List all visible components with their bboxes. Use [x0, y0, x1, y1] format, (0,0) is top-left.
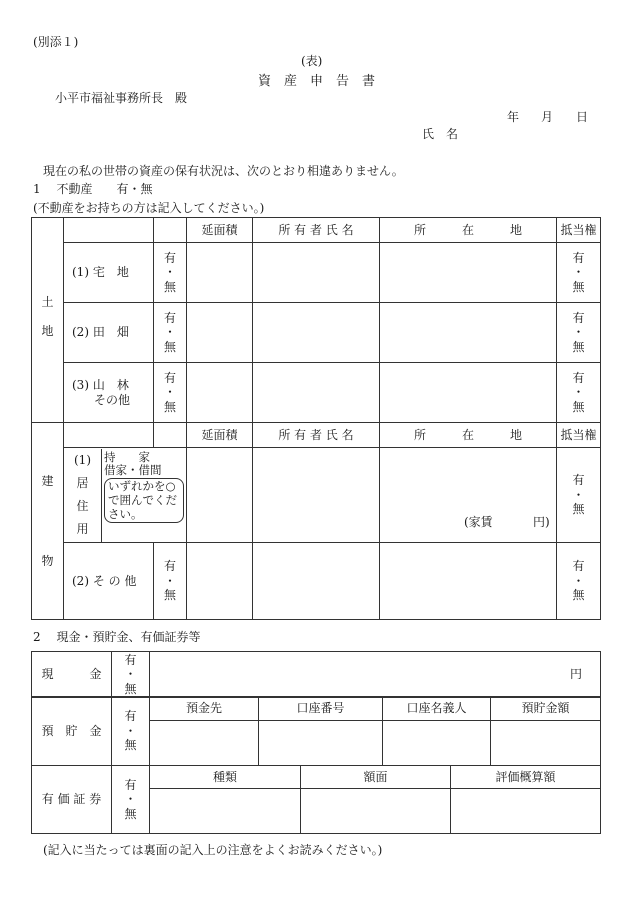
- own-house-option[interactable]: 持 家: [104, 449, 150, 464]
- col-floor-area: 延面積: [187, 423, 253, 448]
- land-char-2: 地: [41, 324, 54, 338]
- savings-label: 預 貯 金: [32, 697, 112, 766]
- section2-heading: 2 現金・預貯金、有価証券等: [33, 630, 201, 644]
- yes-no-toggle[interactable]: 有 ・ 無: [154, 303, 187, 363]
- col-account-number: 口座番号: [259, 697, 383, 721]
- owner-field[interactable]: [253, 243, 380, 303]
- yes-no-toggle[interactable]: 有 ・ 無: [154, 543, 187, 620]
- table-row: [32, 543, 601, 620]
- type-field[interactable]: [150, 789, 301, 834]
- col-owner: 所 有 者 氏 名: [253, 423, 380, 448]
- yes-no-toggle[interactable]: 有 ・ 無: [112, 766, 150, 834]
- cash-table: [31, 651, 601, 698]
- col-mortgage: 抵当権: [557, 218, 601, 243]
- owner-field[interactable]: [253, 303, 380, 363]
- owner-field[interactable]: [253, 363, 380, 423]
- mortgage-toggle[interactable]: 有 ・ 無: [557, 243, 601, 303]
- owner-field[interactable]: [253, 448, 380, 543]
- location-field[interactable]: [380, 363, 557, 423]
- choice-instruction: いずれかを○で囲んでください。: [104, 478, 184, 523]
- col-balance: 預貯金額: [491, 697, 601, 721]
- residence-cell: [64, 448, 187, 543]
- rent-option[interactable]: 借家・借間: [104, 463, 162, 478]
- yes-no-toggle[interactable]: 有 ・ 無: [112, 652, 150, 698]
- statement: 現在の私の世帯の資産の保有状況は、次のとおり相違ありません。: [43, 164, 404, 178]
- securities-table: [31, 765, 601, 834]
- building-other-label: (2) そ の 他: [64, 543, 154, 620]
- side-label: (表): [301, 54, 323, 68]
- building-char-1: 建: [41, 473, 54, 488]
- balance-field[interactable]: [491, 721, 601, 766]
- col-estimated-value: 評価概算額: [451, 766, 601, 789]
- col-floor-area: 延面積: [187, 218, 253, 243]
- mortgage-toggle[interactable]: 有 ・ 無: [557, 543, 601, 620]
- floor-area-field[interactable]: [187, 448, 253, 543]
- floor-area-field[interactable]: [187, 543, 253, 620]
- residence-label: (1) 居 住 用: [64, 449, 102, 542]
- yen-unit: 円: [569, 667, 582, 681]
- cash-label: 現 金: [32, 652, 112, 698]
- attachment-label: (別添１): [33, 35, 79, 49]
- date-month: 月: [541, 110, 554, 124]
- yes-no-toggle[interactable]: 有 ・ 無: [154, 363, 187, 423]
- bank-field[interactable]: [150, 721, 259, 766]
- savings-table: [31, 696, 601, 766]
- col-location: 所 在 地: [380, 423, 557, 448]
- floor-area-field[interactable]: [187, 243, 253, 303]
- location-field[interactable]: [380, 448, 557, 543]
- real-estate-table: [31, 217, 601, 620]
- col-bank: 預金先: [150, 697, 259, 721]
- location-field[interactable]: [380, 243, 557, 303]
- date-year: 年: [507, 110, 520, 124]
- owner-field[interactable]: [253, 543, 380, 620]
- addressee: 小平市福祉事務所長 殿: [55, 91, 188, 105]
- col-account-holder: 口座名義人: [383, 697, 491, 721]
- location-field[interactable]: [380, 303, 557, 363]
- name-label: 氏 名: [422, 127, 459, 141]
- blank-header-2: [154, 218, 187, 243]
- table-row: [32, 448, 601, 543]
- forest-label: (3) 山 林: [72, 377, 129, 392]
- col-location: 所 在 地: [380, 218, 557, 243]
- building-char-2: 物: [41, 553, 54, 568]
- rent-yen: 円): [533, 515, 550, 529]
- table-row: [32, 243, 601, 303]
- col-face-value: 額面: [301, 766, 451, 789]
- footer-note: (記入に当たっては裏面の記入上の注意をよくお読みください。): [43, 843, 383, 857]
- floor-area-field[interactable]: [187, 363, 253, 423]
- yes-no-toggle[interactable]: 有 ・ 無: [112, 697, 150, 766]
- location-field[interactable]: [380, 543, 557, 620]
- blank-header: [64, 423, 154, 448]
- section1-heading: 1 不動産 有・無: [33, 182, 153, 196]
- blank-header-2: [154, 423, 187, 448]
- land-residential-label: (1) 宅 地: [64, 243, 154, 303]
- mortgage-toggle[interactable]: 有 ・ 無: [557, 363, 601, 423]
- col-type: 種類: [150, 766, 301, 789]
- table-row: [32, 303, 601, 363]
- section1-note: (不動産をお持ちの方は記入してください。): [33, 201, 265, 215]
- land-forest-label: [64, 363, 154, 423]
- floor-area-field[interactable]: [187, 303, 253, 363]
- land-field-label: (2) 田 畑: [64, 303, 154, 363]
- col-mortgage: 抵当権: [557, 423, 601, 448]
- blank-header: [64, 218, 154, 243]
- rent-label: (家賃: [464, 515, 493, 529]
- building-group-label: [32, 423, 64, 620]
- account-holder-field[interactable]: [383, 721, 491, 766]
- land-group-label: [32, 218, 64, 423]
- mortgage-toggle[interactable]: 有 ・ 無: [557, 448, 601, 543]
- yes-no-toggle[interactable]: 有 ・ 無: [154, 243, 187, 303]
- date-day: 日: [576, 110, 589, 124]
- estimated-value-field[interactable]: [451, 789, 601, 834]
- face-value-field[interactable]: [301, 789, 451, 834]
- table-row: [32, 363, 601, 423]
- account-number-field[interactable]: [259, 721, 383, 766]
- mortgage-toggle[interactable]: 有 ・ 無: [557, 303, 601, 363]
- col-owner: 所 有 者 氏 名: [253, 218, 380, 243]
- other-label: その他: [94, 392, 131, 407]
- ownership-choice[interactable]: [102, 449, 186, 542]
- securities-label: 有 価 証 券: [32, 766, 112, 834]
- cash-amount-field[interactable]: [150, 652, 601, 698]
- land-char-1: 土: [41, 295, 54, 309]
- document-title: 資 産 申 告 書: [258, 74, 376, 89]
